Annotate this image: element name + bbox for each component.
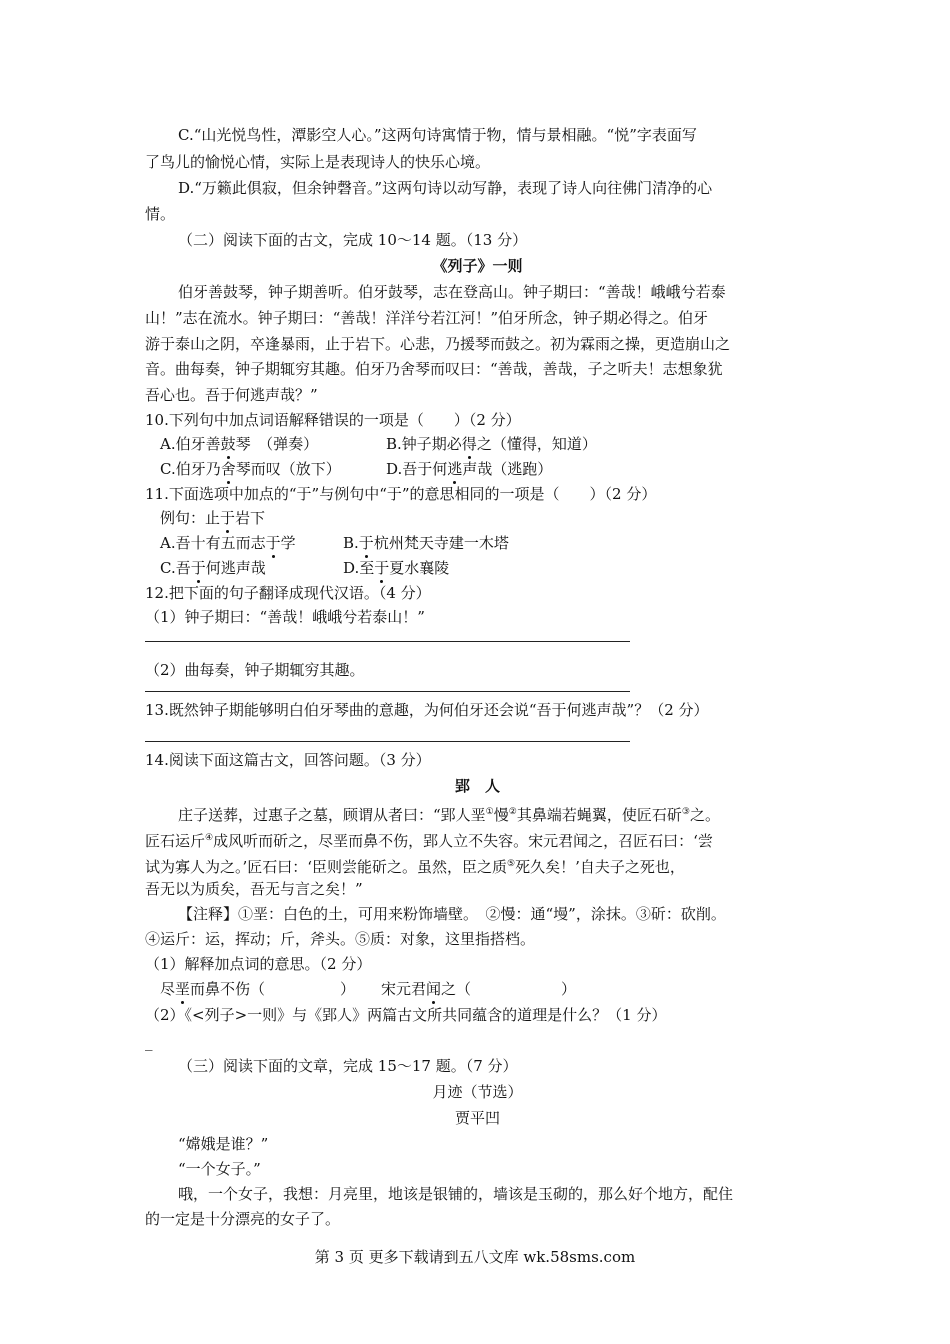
yingren-note2: ④运斤：运，挥动；斤，斧头。⑤质：对象，这里指搭档。 [145,930,536,948]
yueji-author: 贾平凹 [454,1109,500,1127]
q11-option-b: B.于杭州梵天寺建一木塔 [343,531,643,555]
liezi-line5: 吾心也。吾于何逃声哉？” [145,386,318,404]
section3-heading: （三）阅读下面的文章，完成 15～17 题。（7 分） [178,1057,518,1075]
liezi-line3: 游于泰山之阴，卒逢暴雨，止于岩下。心悲，乃援琴而鼓之。初为霖雨之操，更造崩山之 [145,335,731,353]
yingren-line1: 庄子送葬，过惠子之墓，顾谓从者曰：“郢人垩①慢②其鼻端若蝇翼，使匠石斫③之。 [178,806,720,824]
q14-sub1: （1）解释加点词的意思。（2 分） [145,955,372,973]
q13-answer-line[interactable] [145,741,630,742]
option-c-line1: C.“山光悦鸟性，潭影空人心。”这两句诗寓情于物，情与景相融。“悦”字表面写 [178,126,697,144]
q12-sentence2: （2）曲每奏，钟子期辄穷其趣。 [145,661,365,679]
q10-option-a: A.伯牙善鼓琴 （弹奏） [160,432,380,456]
q12-stem: 12.把下面的句子翻译成现代汉语。（4 分） [145,584,431,602]
q10-option-c: C.伯牙乃舍琴而叹（放下） [160,457,380,481]
q11-option-d: D.至于夏水襄陵 [343,556,643,580]
liezi-line2: 山！”志在流水。钟子期曰：“善哉！洋洋兮若江河！”伯牙所念，钟子期必得之。伯牙 [145,309,709,327]
option-d-line2: 情。 [145,205,176,223]
liezi-line1: 伯牙善鼓琴，钟子期善听。伯牙鼓琴，志在登高山。钟子期曰：“善哉！峨峨兮若泰 [178,283,726,301]
yueji-line3: 哦，一个女子，我想：月亮里，地该是银铺的，墙该是玉砌的，那么好个地方，配住 [178,1185,734,1203]
option-c-line2: 了鸟儿的愉悦心情，实际上是表现诗人的快乐心境。 [145,153,491,171]
q11-example: 例句：止于岩下 [160,506,825,530]
q11-option-a: A.吾十有五而志于学 [160,531,340,555]
yingren-line2: 匠石运斤④成风听而斫之，尽垩而鼻不伤，郢人立不失容。宋元君闻之，召匠石曰：‘尝 [145,832,713,850]
yingren-title: 郢 人 [454,777,500,795]
q14-answer-blank[interactable]: _ [145,1033,153,1051]
q14-word2: 宋元君闻之（ ） [381,977,641,1001]
q12-answer-line1[interactable] [145,641,630,642]
q10-stem: 10.下列句中加点词语解释错误的一项是（ ）（2 分） [145,411,521,429]
option-d-line1: D.“万籁此俱寂，但余钟磬音。”这两句诗以动写静，表现了诗人向往佛门清净的心 [178,179,713,197]
q11-stem: 11.下面选项中加点的“于”与例句中“于”的意思相同的一项是（ ）（2 分） [145,485,657,503]
q12-answer-line2[interactable] [145,691,630,692]
yingren-line4: 吾无以为质矣，吾无与言之矣！” [145,880,363,898]
yueji-line1: “嫦娥是谁？” [178,1135,269,1153]
q13-stem: 13.既然钟子期能够明白伯牙琴曲的意趣，为何伯牙还会说“吾于何逃声哉”？（2 分） [145,701,709,719]
q10-option-b: B.钟子期必得之（懂得，知道） [386,432,686,456]
q12-sentence1: （1）钟子期曰：“善哉！峨峨兮若泰山！” [145,608,425,626]
liezi-line4: 音。曲每奏，钟子期辄穷其趣。伯牙乃舍琴而叹曰：“善哉，善哉，子之听夫！志想象犹 [145,360,723,378]
q14-sub2: （2）《<列子>一则》与《郢人》两篇古文所共同蕴含的道理是什么？（1 分） [145,1006,667,1024]
yueji-line2: “一个女子。” [178,1160,261,1178]
section2-heading: （二）阅读下面的古文，完成 10～14 题。（13 分） [178,231,528,249]
q10-option-d: D.吾于何逃声哉（逃跑） [386,457,686,481]
yingren-line3: 试为寡人为之。’匠石曰：‘臣则尝能斫之。虽然，臣之质⑤死久矣！’自夫子之死也， [145,858,685,876]
q14-stem: 14.阅读下面这篇古文，回答问题。（3 分） [145,751,431,769]
yueji-title: 月迹（节选） [432,1083,523,1101]
yueji-line4: 的一定是十分漂亮的女子了。 [145,1210,341,1228]
q11-option-c: C.吾于何逃声哉 [160,556,340,580]
q14-word1: 尽垩而鼻不伤（ ） [160,977,380,1001]
page-footer: 第 3 页 更多下载请到五八文库 wk.58sms.com [314,1248,636,1266]
yingren-note1: 【注释】①垩：白色的土，可用来粉饰墙壁。 ②慢：通“墁”，涂抹。③斫：砍削。 [178,905,726,923]
liezi-title: 《列子》一则 [432,257,523,275]
